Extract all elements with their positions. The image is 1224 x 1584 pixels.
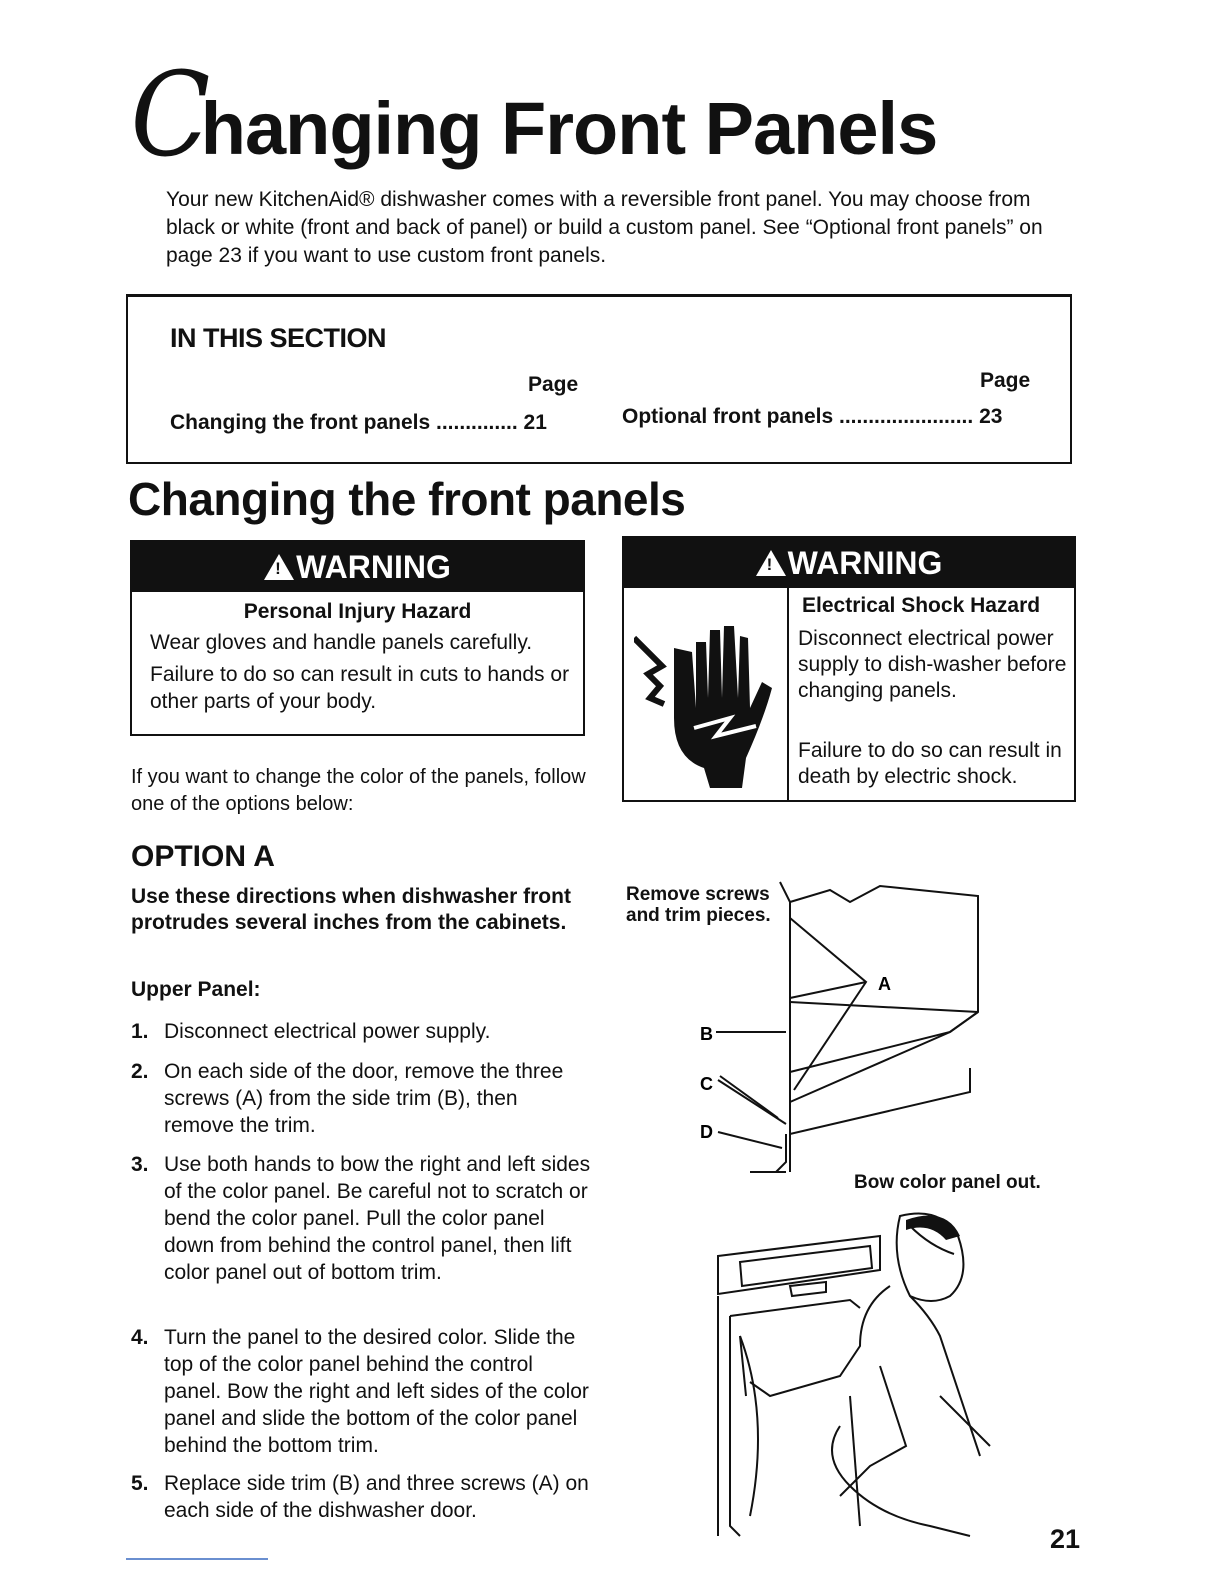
toc-entry-dots: .............. [436, 411, 518, 434]
warning-subtitle: Electrical Shock Hazard [802, 594, 1041, 617]
in-this-section-box [126, 294, 1072, 464]
step-number: 2. [131, 1060, 149, 1083]
warning-triangle-icon [756, 550, 786, 576]
title-text: hanging Front Panels [200, 87, 938, 170]
toc-entry-page: 21 [523, 411, 547, 434]
toc-heading: IN THIS SECTION [170, 323, 387, 353]
step-item [131, 1470, 591, 1524]
warning-triangle-icon [264, 554, 294, 580]
step-item [131, 1151, 591, 1286]
warning-divider [787, 588, 789, 800]
side-trim-diagram [690, 872, 990, 1182]
step-item [131, 1058, 591, 1139]
step-number: 1. [131, 1020, 149, 1043]
title-initial: C [130, 48, 211, 183]
page-number: 21 [1050, 1524, 1081, 1554]
warning-banner [132, 542, 583, 592]
warning-banner-label: WARNING [787, 545, 943, 581]
option-a-lead: Use these directions when dishwasher front protrudes several inches from the cabinets. [131, 885, 571, 934]
step-text: Replace side trim (B) and three screws (A) on each side of the dishwasher door. [164, 1472, 589, 1522]
footer-rule [126, 1558, 268, 1560]
warning-electrical-shock [622, 536, 1076, 802]
step-number: 3. [131, 1153, 149, 1176]
section-heading: Changing the front panels [128, 473, 686, 525]
label-a: A [878, 974, 891, 994]
step-text: On each side of the door, remove the three screws (A) from the side trim (B), then remove the trim. [164, 1060, 564, 1137]
warning-personal-injury [130, 540, 585, 736]
toc-entry-label: Changing the front panels [170, 411, 431, 434]
options-intro: If you want to change the color of the panels, follow one of the options below: [131, 766, 586, 815]
warning-subtitle: Personal Injury Hazard [243, 600, 472, 623]
step-item [131, 1018, 591, 1045]
step-text: Turn the panel to the desired color. Slide the top of the color panel behind the control panel. Bow the right and left sides of the color panel and slide the bottom of the color panel behind the bottom trim. [164, 1326, 589, 1457]
step-number: 4. [131, 1326, 149, 1349]
step-item [131, 1324, 591, 1459]
page-title [126, 48, 938, 183]
toc-entry-dots: ....................... [839, 405, 974, 428]
label-b: B [700, 1024, 713, 1044]
figure-1-caption: Remove screws and trim pieces. [626, 884, 771, 926]
warning-line: Wear gloves and handle panels carefully. [150, 631, 533, 654]
toc-page-label-right: Page [980, 369, 1031, 392]
bow-panel-illustration [710, 1196, 1010, 1546]
warning-banner-label: WARNING [296, 549, 451, 585]
warning-banner [624, 538, 1074, 588]
warning-line: Failure to do so can result in death by electric shock. [798, 739, 1062, 788]
warning-line: Disconnect electrical power supply to dish-washer before changing panels. [798, 627, 1067, 702]
label-c: C [700, 1074, 713, 1094]
electric-shock-hand-icon [634, 608, 779, 788]
upper-panel-heading: Upper Panel: [131, 978, 261, 1001]
toc-entry[interactable] [622, 405, 1002, 429]
toc-entry-label: Optional front panels [622, 405, 834, 428]
toc-entry-page: 23 [979, 405, 1003, 428]
label-d: D [700, 1122, 713, 1142]
toc-page-label-left: Page [528, 373, 579, 396]
warning-line: Failure to do so can result in cuts to hands or other parts of your body. [150, 663, 570, 713]
step-text: Use both hands to bow the right and left sides of the color panel. Be careful not to scratch or bend the color panel. Pull the color panel down from behind the control panel, then lift color panel out of bottom trim. [164, 1153, 591, 1284]
toc-entry[interactable] [170, 411, 547, 435]
figure-2-caption: Bow color panel out. [854, 1172, 1041, 1193]
step-number: 5. [131, 1472, 149, 1495]
option-a-heading: OPTION A [131, 840, 275, 873]
intro-paragraph: Your new KitchenAid® dishwasher comes with a reversible front panel. You may choose from black or white (front and back of panel) or build a custom panel. See “Optional front panels” on page 23 if you want to use custom front panels. [166, 188, 1043, 267]
step-text: Disconnect electrical power supply. [164, 1020, 491, 1043]
